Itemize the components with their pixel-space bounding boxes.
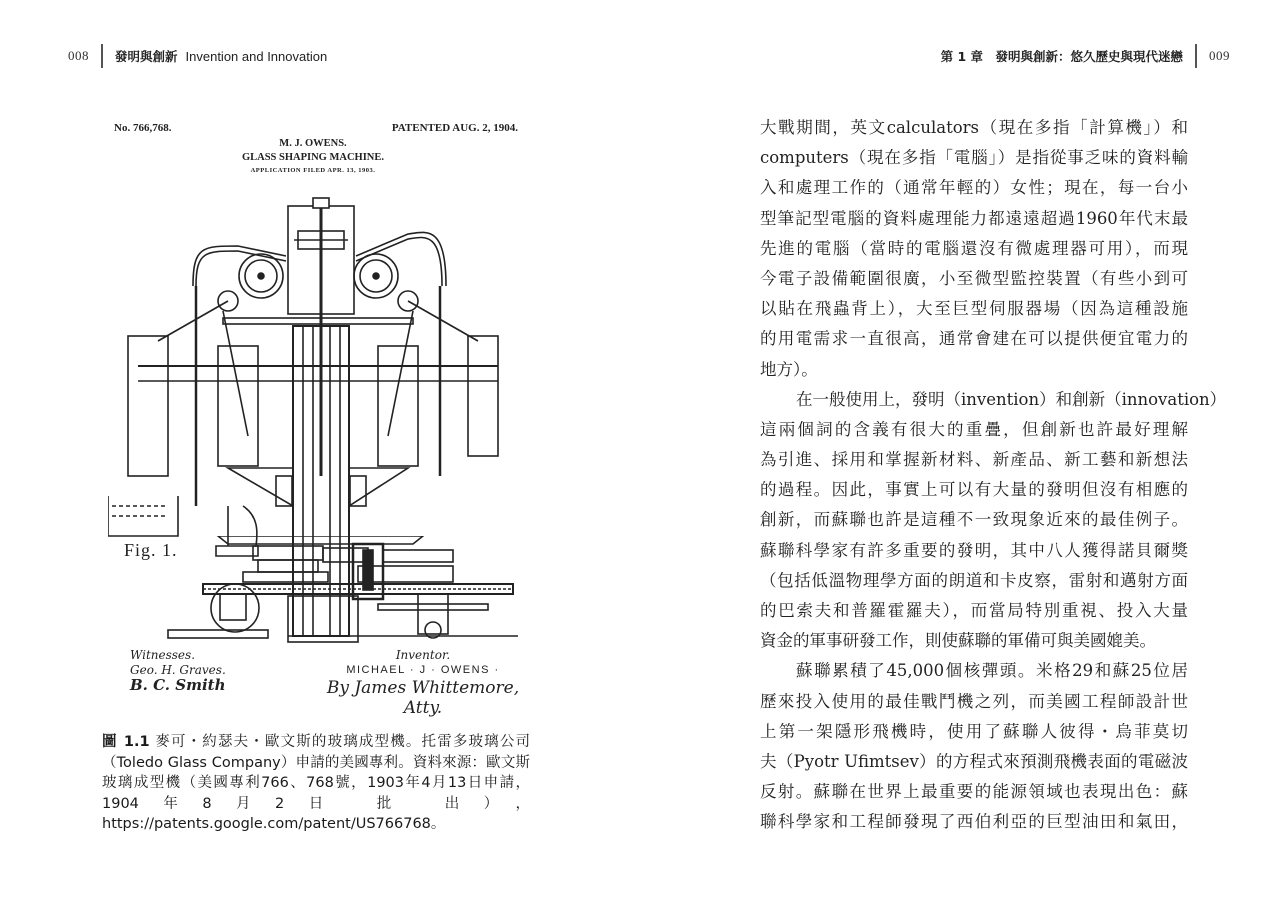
running-head-right bbox=[941, 44, 1230, 68]
patent-machine-title: GLASS SHAPING MACHINE. bbox=[241, 152, 385, 163]
text-line: （包括低溫物理學方面的朗道和卡皮察，雷射和邁射方面 bbox=[760, 570, 1188, 590]
text-line: 歷來投入使用的最佳戰鬥機之列，而美國工程師設計世 bbox=[760, 691, 1188, 711]
text-line: 夫（Pyotr Ufimtsev）的方程式來預測飛機表面的電磁波 bbox=[760, 751, 1188, 771]
inventor-signature bbox=[318, 648, 528, 718]
witness-2: B. C. Smith bbox=[130, 676, 226, 694]
text-line: 反射。蘇聯在世界上最重要的能源領域也表現出色：蘇 bbox=[760, 782, 1188, 802]
caption-text: 麥可・約瑟夫・歐文斯的玻璃成型機。托雷多玻璃公司（Toledo Glass Company）申請的美國專利。資料來源：歐文斯玻璃成型機（美國專利766、768號，1903年4月13日申請，1904年8月2日 批 出），https://patents.google.com/patent/US766768。 bbox=[102, 734, 530, 832]
text-line: 聯科學家和工程師發現了西伯利亞的巨型油田和氣田， bbox=[760, 812, 1188, 832]
text-line: 入和處理工作的（通常年輕的）女性；現在，每一台小 bbox=[760, 178, 1188, 198]
text-line: 創新，而蘇聯也許是這種不一致現象近來的最佳例子。 bbox=[760, 510, 1188, 530]
patent-inventor: M. J. OWENS. bbox=[279, 138, 347, 149]
running-head-left bbox=[68, 44, 327, 68]
witness-signatures bbox=[130, 648, 226, 693]
text-line: 上第一架隱形飛機時，使用了蘇聯人彼得・烏菲莫切 bbox=[760, 721, 1188, 741]
body-text bbox=[760, 113, 1227, 838]
header-divider bbox=[101, 44, 103, 68]
text-line: 的過程。因此，事實上可以有大量的發明但沒有相應的 bbox=[760, 480, 1188, 500]
text-line: 的用電需求一直很高，通常會建在可以提供便宜電力的 bbox=[760, 329, 1188, 349]
witnesses-label: Witnesses. bbox=[130, 648, 196, 662]
text-line: computers（現在多指「電腦」）是指從事乏味的資料輸 bbox=[760, 148, 1188, 168]
page-number: 009 bbox=[1209, 48, 1230, 63]
text-line: 今電子設備範圍很廣，小至微型監控裝置（有些小到可 bbox=[760, 268, 1188, 288]
patent-date: PATENTED AUG. 2, 1904. bbox=[391, 122, 518, 134]
text-line: 蘇聯科學家有許多重要的發明，其中八人獲得諾貝爾獎 bbox=[760, 540, 1188, 560]
text-line: 資金的軍事研發工作，則使蘇聯的軍備可與美國媲美。 bbox=[760, 631, 1156, 651]
paragraph-start: 在一般使用上，發明（invention）和創新（innovation） bbox=[796, 389, 1227, 409]
text-line: 大戰期間，英文calculators（現在多指「計算機」）和 bbox=[760, 118, 1188, 137]
header-divider bbox=[1195, 44, 1197, 68]
paragraph-start: 蘇聯累積了45,000個核彈頭。米格29和蘇25位居 bbox=[796, 661, 1188, 681]
patent-application-date: APPLICATION FILED APR. 13, 1903. bbox=[250, 167, 376, 174]
inventor-label: Inventor. bbox=[395, 648, 451, 662]
book-title: 發明與創新 bbox=[115, 49, 178, 64]
patent-number: No. 766,768. bbox=[114, 122, 172, 134]
book-title-english: Invention and Innovation bbox=[185, 48, 328, 64]
witness-1: Geo. H. Graves. bbox=[130, 663, 226, 677]
figure-caption bbox=[102, 732, 530, 835]
patent-figure bbox=[108, 116, 528, 716]
text-line: 為引進、採用和掌握新材料、新產品、新工藝和新想法 bbox=[760, 450, 1188, 470]
chapter-title: 第 1 章 發明與創新：悠久歷史與現代迷戀 bbox=[940, 49, 1183, 64]
text-line: 地方）。 bbox=[760, 359, 818, 379]
figure-label: Fig. 1. bbox=[124, 540, 178, 560]
figure-number: 圖 1.1 bbox=[102, 734, 150, 750]
text-line: 先進的電腦（當時的電腦還沒有微處理器可用），而現 bbox=[760, 238, 1188, 258]
attorney-signature: By James Whittemore, Atty. bbox=[326, 678, 520, 718]
inventor-name: MICHAEL · J · OWENS · bbox=[346, 664, 500, 676]
text-line: 的巴索夫和普羅霍羅夫），而當局特別重視、投入大量 bbox=[760, 601, 1188, 620]
text-line: 以貼在飛蟲背上），大至巨型伺服器場（因為這種設施 bbox=[760, 299, 1188, 319]
text-line: 型筆記型電腦的資料處理能力都遠遠超過1960年代末最 bbox=[760, 208, 1188, 228]
text-line: 這兩個詞的含義有很大的重疊，但創新也許最好理解 bbox=[760, 419, 1188, 439]
page-number: 008 bbox=[68, 48, 89, 63]
